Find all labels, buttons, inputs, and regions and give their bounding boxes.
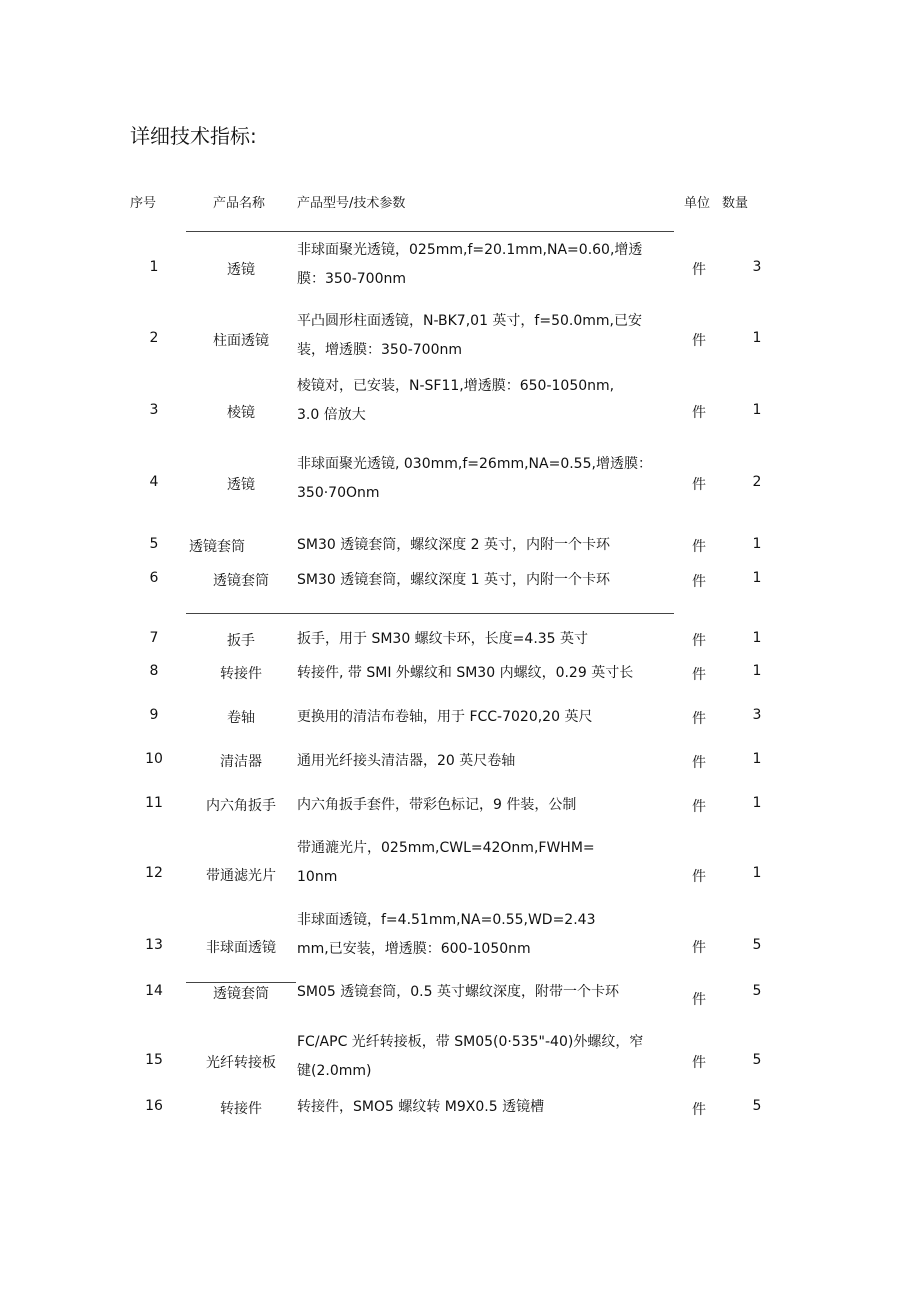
unit-value: 件 — [692, 477, 706, 493]
unit-value: 件 — [692, 992, 706, 1008]
product-spec-line: SM05 透镜套筒，0.5 英寸螺纹深度，附带一个卡环 — [297, 984, 619, 1000]
unit-value: 件 — [692, 799, 706, 815]
product-name: 转接件 — [220, 1101, 262, 1117]
product-spec-line: 带通漉光片，025mm,CWL=42Onm,FWHM= — [297, 840, 595, 856]
quantity-value: 1 — [752, 536, 762, 552]
unit-value: 件 — [692, 667, 706, 683]
product-spec-line: 非球面聚光透镜, 030mm,f=26mm,NA=0.55,增透膜： — [297, 456, 652, 472]
product-name: 卷轴 — [227, 710, 255, 726]
row-number: 5 — [149, 536, 159, 552]
product-spec-line: 内六角扳手套件，带彩色标记，9 件装，公制 — [297, 797, 577, 813]
row-number: 7 — [149, 630, 159, 646]
quantity-value: 1 — [752, 751, 762, 767]
unit-value: 件 — [692, 405, 706, 421]
product-name: 光纤转接板 — [206, 1055, 276, 1071]
quantity-value: 1 — [752, 570, 762, 586]
product-name: 透镜套筒 — [189, 539, 245, 555]
header-unit: 单位 — [684, 196, 711, 211]
product-name: 透镜 — [227, 262, 255, 278]
row-number: 16 — [145, 1098, 163, 1114]
unit-value: 件 — [692, 633, 706, 649]
row-number: 4 — [149, 474, 159, 490]
quantity-value: 3 — [752, 259, 762, 275]
unit-value: 件 — [692, 711, 706, 727]
product-spec-line: 装，增透膜：350-700nm — [297, 342, 463, 358]
table-divider — [186, 613, 674, 614]
unit-value: 件 — [692, 574, 706, 590]
quantity-value: 1 — [752, 865, 762, 881]
unit-value: 件 — [692, 869, 706, 885]
unit-value: 件 — [692, 1102, 706, 1118]
product-spec-line: 非球面透镜，f=4.51mm,NA=0.55,WD=2.43 — [297, 912, 596, 928]
header-spec: 产品型号/技术参数 — [297, 196, 406, 211]
row-number: 15 — [145, 1052, 163, 1068]
product-spec-line: 3.0 倍放大 — [297, 407, 366, 423]
product-spec-line: 350·70Onm — [297, 485, 380, 501]
product-name: 透镜套筒 — [213, 573, 269, 589]
product-spec-line: 膜：350-700nm — [297, 271, 407, 287]
product-name: 透镜 — [227, 477, 255, 493]
row-number: 1 — [149, 259, 159, 275]
header-qty: 数量 — [722, 196, 749, 211]
quantity-value: 1 — [752, 630, 762, 646]
quantity-value: 1 — [752, 663, 762, 679]
unit-value: 件 — [692, 940, 706, 956]
product-spec-line: 转接件，SMO5 螺纹转 M9X0.5 透镜槽 — [297, 1099, 545, 1115]
product-spec-line: 10nm — [297, 869, 338, 885]
product-name: 扳手 — [227, 633, 255, 649]
quantity-value: 5 — [752, 983, 762, 999]
header-name: 产品名称 — [213, 196, 266, 211]
row-number: 3 — [149, 402, 159, 418]
row-number: 6 — [149, 570, 159, 586]
product-spec-line: 更换用的清洁布卷轴，用于 FCC-7020,20 英尺 — [297, 709, 593, 725]
quantity-value: 3 — [752, 707, 762, 723]
product-spec-line: 非球面聚光透镜，025mm,f=20.1mm,NA=0.60,增透 — [297, 242, 643, 258]
product-spec-line: 转接件, 带 SMI 外螺纹和 SM30 内螺纹，0.29 英寸长 — [297, 665, 634, 681]
product-spec-line: 键(2.0mm) — [297, 1063, 372, 1079]
product-name: 透镜套筒 — [213, 986, 269, 1002]
quantity-value: 1 — [752, 795, 762, 811]
product-spec-line: 平凸圆形柱面透镜，N-BK7,01 英寸，f=50.0mm,已安 — [297, 313, 642, 329]
table-divider — [186, 231, 674, 232]
row-number: 12 — [145, 865, 163, 881]
quantity-value: 5 — [752, 1052, 762, 1068]
product-name: 内六角扳手 — [206, 798, 276, 814]
row-number: 9 — [149, 707, 159, 723]
row-number: 8 — [149, 663, 159, 679]
product-spec-line: SM30 透镜套筒，螺纹深度 1 英寸，内附一个卡环 — [297, 572, 611, 588]
row-number: 10 — [145, 751, 163, 767]
quantity-value: 5 — [752, 1098, 762, 1114]
quantity-value: 2 — [752, 474, 762, 490]
product-name: 非球面透镜 — [206, 940, 276, 956]
product-spec-line: FC/APC 光纤转接板，带 SM05(0·535"-40)外螺纹，窄 — [297, 1034, 644, 1050]
row-number: 13 — [145, 937, 163, 953]
product-name: 转接件 — [220, 666, 262, 682]
product-spec-line: 棱镜对，已安装，N-SF11,增透膜：650-1050nm, — [297, 378, 615, 394]
row-number: 2 — [149, 330, 159, 346]
product-spec-line: SM30 透镜套筒，螺纹深度 2 英寸，内附一个卡环 — [297, 537, 611, 553]
product-spec-line: mm,已安装，增透膜：600-1050nm — [297, 941, 531, 957]
product-spec-line: 通用光纤接头清洁器，20 英尺卷轴 — [297, 753, 516, 769]
product-spec-line: 扳手，用于 SM30 螺纹卡环，长度=4.35 英寸 — [297, 631, 589, 647]
row-number: 11 — [145, 795, 163, 811]
unit-value: 件 — [692, 755, 706, 771]
unit-value: 件 — [692, 333, 706, 349]
unit-value: 件 — [692, 262, 706, 278]
quantity-value: 1 — [752, 402, 762, 418]
unit-value: 件 — [692, 539, 706, 555]
row-number: 14 — [145, 983, 163, 999]
product-name: 清洁器 — [220, 754, 262, 770]
header-no: 序号 — [130, 196, 157, 211]
page-title: 详细技术指标: — [130, 124, 257, 148]
product-name: 柱面透镜 — [213, 333, 269, 349]
product-name: 棱镜 — [227, 405, 255, 421]
unit-value: 件 — [692, 1055, 706, 1071]
product-name: 带通滤光片 — [206, 868, 276, 884]
quantity-value: 1 — [752, 330, 762, 346]
quantity-value: 5 — [752, 937, 762, 953]
